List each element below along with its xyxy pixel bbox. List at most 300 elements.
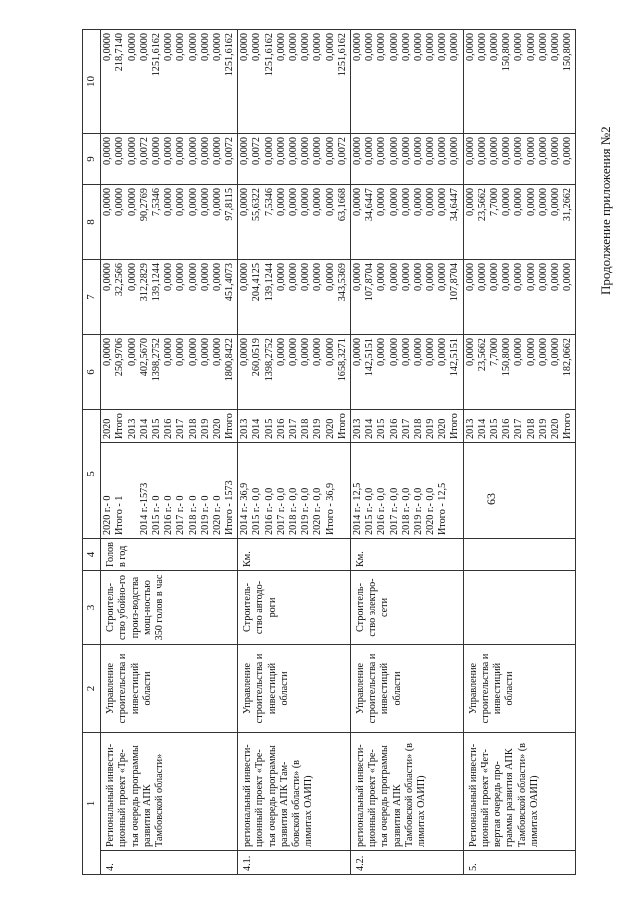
cell-line: 1800,8422 bbox=[224, 338, 236, 382]
cell-line: 7,7000 bbox=[489, 188, 500, 217]
cell-line: 0,0000 bbox=[513, 137, 525, 166]
cell-line: 0,0000 bbox=[437, 188, 449, 217]
cell-line: 1398,2752 bbox=[263, 338, 275, 382]
cell-line: 2020 bbox=[437, 418, 449, 439]
col8-values bbox=[463, 185, 576, 260]
cell-line: 2019 bbox=[425, 418, 437, 439]
cell-line: 0,0000 bbox=[501, 188, 513, 217]
cell-line: 0,0000 bbox=[376, 33, 388, 62]
cell-line: 0,0000 bbox=[376, 188, 388, 217]
cell-line: 0,0000 bbox=[288, 33, 299, 62]
cell-line: 0,0000 bbox=[239, 263, 251, 292]
header-cell: 1 bbox=[83, 733, 101, 875]
cell-line: 0,0000 bbox=[464, 188, 476, 217]
cell-line: 0,0000 bbox=[388, 33, 400, 62]
cell-line: 0,0000 bbox=[449, 137, 461, 166]
cell-line: 0,0000 bbox=[211, 33, 223, 62]
cell-line: 2018 bbox=[525, 418, 537, 439]
cell-line: 0,0000 bbox=[199, 188, 211, 217]
cell-line: 2015 г.- 0,0 bbox=[251, 487, 263, 535]
col9-values bbox=[101, 134, 238, 185]
cell-line: 0,0000 bbox=[549, 137, 561, 166]
cell-line: 0,0000 bbox=[513, 188, 525, 217]
cell-line: 0,0000 bbox=[489, 33, 500, 62]
row-number: 5. bbox=[463, 851, 576, 875]
executor: Управление строительства и инвестиций области bbox=[463, 645, 576, 733]
cell-line: 0,0000 bbox=[175, 188, 187, 217]
cell-line: 0,0000 bbox=[525, 137, 537, 166]
project-name: Региональный инвести-ционный проект «Чет-вертая очередь про-граммы развития АПК Тамбовской области» (в лимитах ОАИП) bbox=[463, 733, 576, 851]
cell-line: 0,0000 bbox=[312, 338, 324, 367]
cell-line: 2015 г.- 0 bbox=[150, 495, 162, 535]
cell-line: 2017 bbox=[288, 418, 299, 439]
cell-line: 0,0000 bbox=[163, 263, 175, 292]
cell-line: 150,8000 bbox=[501, 33, 513, 72]
cell-line: 0,0000 bbox=[425, 263, 437, 292]
cell-line: 0,0000 bbox=[525, 188, 537, 217]
budget-table bbox=[82, 29, 576, 875]
cell-line: 0,0000 bbox=[126, 33, 138, 62]
cell-line: 0,0000 bbox=[364, 137, 376, 166]
cell-line: 402,5670 bbox=[138, 338, 150, 377]
cell-line: 0,0000 bbox=[537, 137, 549, 166]
cell-line: 0,0072 bbox=[336, 137, 348, 166]
col6-values bbox=[238, 335, 351, 410]
col9-values bbox=[463, 134, 576, 185]
cell-line: 2015 bbox=[150, 418, 162, 439]
cell-line: Итого - 1573 bbox=[224, 480, 236, 535]
cell-line: 142,5151 bbox=[364, 338, 376, 377]
header-row bbox=[83, 30, 101, 875]
cell-line: 0,0000 bbox=[288, 338, 299, 367]
cell-line: 150,8000 bbox=[501, 338, 513, 377]
cell-line: 0,0000 bbox=[489, 263, 500, 292]
unit bbox=[463, 539, 576, 571]
unit: Км. bbox=[350, 539, 463, 571]
cell-line: 0,0000 bbox=[163, 338, 175, 367]
year-list bbox=[101, 410, 238, 443]
cell-line: 7,5346 bbox=[263, 188, 275, 217]
cell-line: 0,0000 bbox=[537, 188, 549, 217]
header-cell: 8 bbox=[83, 185, 101, 260]
project-name: региональный инвести-ционный проект «Тре-тья очередь программы развития АПК Там-бовской области» (в лимитах ОАИП) bbox=[238, 733, 351, 851]
cell-line: 0,0000 bbox=[537, 338, 549, 367]
row-number: 4.2. bbox=[350, 851, 463, 875]
cell-line: 0,0000 bbox=[525, 33, 537, 62]
row-number: 4.1. bbox=[238, 851, 351, 875]
cell-line: 0,0000 bbox=[211, 338, 223, 367]
col6-values bbox=[463, 335, 576, 410]
cell-line: Итого bbox=[336, 413, 348, 439]
cell-line: 0,0000 bbox=[211, 263, 223, 292]
cell-line: 0,0000 bbox=[114, 137, 126, 166]
cell-line: 0,0000 bbox=[275, 338, 287, 367]
cell-line: 34,6447 bbox=[364, 188, 376, 222]
cell-line: 0,0000 bbox=[549, 338, 561, 367]
cell-line: 0,0000 bbox=[351, 137, 363, 166]
cell-line: 0,0000 bbox=[324, 188, 336, 217]
cell-line: 0,0000 bbox=[312, 263, 324, 292]
cell-line: 0,0000 bbox=[288, 263, 299, 292]
cell-line: 2014 bbox=[364, 418, 376, 439]
col7-values bbox=[101, 260, 238, 335]
cell-line: 0,0000 bbox=[489, 137, 500, 166]
executor: Управление строительства и инвестиций области bbox=[101, 645, 238, 733]
cell-line: 0,0000 bbox=[199, 263, 211, 292]
cell-line: 0,0000 bbox=[437, 137, 449, 166]
cell-line: Итого bbox=[562, 413, 574, 439]
cell-line: 2018 bbox=[412, 418, 424, 439]
cell-line: 2019 bbox=[199, 418, 211, 439]
indicator-values bbox=[350, 443, 463, 539]
cell-line: 0,0000 bbox=[476, 137, 488, 166]
cell-line: 2018 г.- 0,0 bbox=[288, 487, 299, 535]
cell-line: 2015 bbox=[489, 418, 500, 439]
cell-line: 0,0000 bbox=[537, 263, 549, 292]
cell-line: 0,0000 bbox=[199, 338, 211, 367]
cell-line: 0,0000 bbox=[175, 137, 187, 166]
cell-line: 0,0000 bbox=[288, 137, 299, 166]
cell-line: 0,0000 bbox=[464, 137, 476, 166]
cell-line: 55,6322 bbox=[251, 188, 263, 222]
cell-line bbox=[127, 446, 139, 535]
cell-line: 1251,6162 bbox=[263, 33, 275, 77]
cell-line: 63,1668 bbox=[336, 188, 348, 222]
col10-values bbox=[238, 30, 351, 134]
cell-line: 218,7140 bbox=[114, 33, 126, 72]
cell-line: 23,5662 bbox=[476, 338, 488, 372]
cell-line: 0,0000 bbox=[324, 33, 336, 62]
cell-line: 0,0000 bbox=[388, 338, 400, 367]
cell-line: 142,5151 bbox=[449, 338, 461, 377]
cell-line: 0,0000 bbox=[513, 263, 525, 292]
cell-line: 2017 bbox=[400, 418, 412, 439]
cell-line: 0,0000 bbox=[549, 263, 561, 292]
cell-line: 2014 г.- 36,9 bbox=[239, 482, 251, 535]
cell-line: 0,0000 bbox=[400, 137, 412, 166]
cell-line: 0,0000 bbox=[412, 33, 424, 62]
cell-line: 2020 bbox=[102, 418, 114, 439]
cell-line: 2018 г.- 0,0 bbox=[400, 487, 412, 535]
cell-line: 0,0000 bbox=[537, 33, 549, 62]
cell-line: 0,0000 bbox=[324, 137, 336, 166]
cell-line: 182,0662 bbox=[562, 338, 574, 377]
cell-line: 0,0000 bbox=[376, 263, 388, 292]
cell-line: 0,0000 bbox=[275, 188, 287, 217]
cell-line: 7,5346 bbox=[150, 188, 162, 217]
col8-values bbox=[101, 185, 238, 260]
header-cell: 4 bbox=[83, 539, 101, 571]
header-cell: 2 bbox=[83, 645, 101, 733]
cell-line: 2020 bbox=[324, 418, 336, 439]
indicator-values bbox=[238, 443, 351, 539]
cell-line: 0,0000 bbox=[300, 137, 312, 166]
table-row bbox=[350, 30, 463, 875]
cell-line: 2016 bbox=[163, 418, 175, 439]
table-row bbox=[238, 30, 351, 875]
header-cell: 10 bbox=[83, 30, 101, 134]
col8-values bbox=[238, 185, 351, 260]
header-cell: 5 bbox=[83, 410, 101, 539]
col7-values bbox=[238, 260, 351, 335]
row-number: 4. bbox=[101, 851, 238, 875]
col6-values bbox=[350, 335, 463, 410]
cell-line: 0,0000 bbox=[187, 188, 199, 217]
cell-line: 2019 bbox=[537, 418, 549, 439]
cell-line: 2020 г.- 0 bbox=[211, 495, 223, 535]
cell-line: 2014 г.-1573 bbox=[138, 482, 150, 535]
cell-line: 0,0000 bbox=[388, 188, 400, 217]
col10-values bbox=[101, 30, 238, 134]
cell-line: 2017 bbox=[175, 418, 187, 439]
cell-line: 0,0000 bbox=[102, 33, 114, 62]
unit: Голов в год bbox=[101, 539, 238, 571]
cell-line: 0,0000 bbox=[126, 137, 138, 166]
table-body bbox=[101, 30, 576, 875]
cell-line: 0,0000 bbox=[163, 188, 175, 217]
header-cell: 9 bbox=[83, 134, 101, 185]
year-list bbox=[463, 410, 576, 443]
cell-line: 0,0000 bbox=[312, 33, 324, 62]
col8-values bbox=[350, 185, 463, 260]
cell-line: 0,0000 bbox=[312, 188, 324, 217]
cell-line: 0,0000 bbox=[437, 338, 449, 367]
cell-line: 2013 bbox=[351, 418, 363, 439]
cell-line: 0,0000 bbox=[425, 188, 437, 217]
cell-line: 2014 г.- 12,5 bbox=[351, 482, 363, 535]
cell-line: 0,0000 bbox=[239, 33, 251, 62]
cell-line: 0,0000 bbox=[126, 188, 138, 217]
cell-line: 0,0000 bbox=[211, 137, 223, 166]
cell-line: 2013 bbox=[126, 418, 138, 439]
cell-line: 0,0000 bbox=[102, 188, 114, 217]
cell-line: 2017 г.- 0,0 bbox=[388, 487, 400, 535]
cell-line: 97,8115 bbox=[224, 188, 236, 221]
cell-line: 0,0000 bbox=[501, 137, 513, 166]
cell-line: 2018 bbox=[187, 418, 199, 439]
cell-line: 2013 bbox=[239, 418, 251, 439]
cell-line: Итого bbox=[224, 413, 236, 439]
cell-line: 0,0000 bbox=[525, 263, 537, 292]
cell-line: 2018 г.- 0 bbox=[187, 495, 199, 535]
cell-line: 204,4125 bbox=[251, 263, 263, 302]
cell-line: 0,0000 bbox=[549, 33, 561, 62]
event-description: Строитель-ство автодо-роги bbox=[238, 571, 351, 645]
cell-line: 2013 bbox=[464, 418, 476, 439]
cell-line: 0,0000 bbox=[187, 33, 199, 62]
cell-line: Итого bbox=[449, 413, 461, 439]
cell-line: 260,0519 bbox=[251, 338, 263, 377]
cell-line: 0,0000 bbox=[163, 33, 175, 62]
cell-line: 0,0000 bbox=[400, 263, 412, 292]
table-row bbox=[101, 30, 238, 875]
event-description bbox=[463, 571, 576, 645]
cell-line: 0,0000 bbox=[187, 137, 199, 166]
cell-line: 0,0000 bbox=[275, 33, 287, 62]
cell-line: 0,0000 bbox=[300, 33, 312, 62]
cell-line: 0,0000 bbox=[288, 188, 299, 217]
cell-line: 0,0000 bbox=[300, 338, 312, 367]
cell-line: 2018 bbox=[300, 418, 312, 439]
cell-line: 0,0000 bbox=[464, 33, 476, 62]
cell-line: 0,0000 bbox=[126, 338, 138, 367]
cell-line: 0,0000 bbox=[400, 188, 412, 217]
header-cell: 3 bbox=[83, 571, 101, 645]
cell-line: 2014 bbox=[251, 418, 263, 439]
event-description: Строитель-ство электро-сети bbox=[350, 571, 463, 645]
cell-line: 0,0000 bbox=[412, 338, 424, 367]
executor: Управление строительства и инвестиций области bbox=[238, 645, 351, 733]
cell-line: 2020 bbox=[549, 418, 561, 439]
cell-line: 2019 г.- 0 bbox=[199, 495, 211, 535]
cell-line: 2017 г.- 0 bbox=[175, 495, 187, 535]
cell-line: 0,0000 bbox=[187, 263, 199, 292]
cell-line: 0,0000 bbox=[102, 338, 114, 367]
cell-line: 0,0072 bbox=[224, 137, 236, 166]
cell-line: 250,9706 bbox=[114, 338, 126, 377]
project-name: Региональный инвести-ционный проект «Тре-тья очередь программы развития АПК Тамбовской области» bbox=[101, 733, 238, 851]
cell-line: 2020 г.- 0,0 bbox=[425, 487, 437, 535]
cell-line: 451,4073 bbox=[224, 263, 236, 302]
cell-line: 0,0000 bbox=[400, 338, 412, 367]
cell-line: 0,0000 bbox=[138, 33, 150, 62]
cell-line: 2019 г.- 0,0 bbox=[300, 487, 312, 535]
year-list bbox=[350, 410, 463, 443]
cell-line: 0,0000 bbox=[187, 338, 199, 367]
col10-values bbox=[350, 30, 463, 134]
cell-line: 0,0000 bbox=[513, 33, 525, 62]
col9-values bbox=[350, 134, 463, 185]
cell-line: 0,0000 bbox=[351, 188, 363, 217]
col7-values bbox=[463, 260, 576, 335]
cell-line: 0,0000 bbox=[324, 263, 336, 292]
cell-line: Итого - 12,5 bbox=[437, 482, 449, 535]
cell-line: 0,0000 bbox=[425, 33, 437, 62]
cell-line: 0,0000 bbox=[199, 33, 211, 62]
cell-line: 0,0000 bbox=[312, 137, 324, 166]
cell-line: 2015 bbox=[376, 418, 388, 439]
cell-line: 0,0000 bbox=[351, 338, 363, 367]
cell-line: 2017 г.- 0,0 bbox=[275, 487, 287, 535]
cell-line: 2015 г.- 0,0 bbox=[364, 487, 376, 535]
cell-line: 0,0000 bbox=[239, 338, 251, 367]
cell-line: 1251,6162 bbox=[336, 33, 348, 77]
cell-line: 0,0000 bbox=[464, 263, 476, 292]
cell-line: 0,0000 bbox=[324, 338, 336, 367]
cell-line: 0,0000 bbox=[437, 263, 449, 292]
cell-line: 0,0000 bbox=[239, 137, 251, 166]
cell-line: 107,8704 bbox=[449, 263, 461, 302]
cell-line: 0,0000 bbox=[150, 137, 162, 166]
cell-line: 0,0000 bbox=[412, 188, 424, 217]
cell-line: 0,0000 bbox=[102, 137, 114, 166]
header-cell: 7 bbox=[83, 260, 101, 335]
cell-line: 0,0000 bbox=[199, 137, 211, 166]
cell-line: 31,2662 bbox=[562, 188, 574, 222]
col10-values bbox=[463, 30, 576, 134]
cell-line: 0,0000 bbox=[239, 188, 251, 217]
cell-line: 1398,2752 bbox=[150, 338, 162, 382]
cell-line: 0,0000 bbox=[412, 137, 424, 166]
cell-line: 0,0000 bbox=[513, 338, 525, 367]
cell-line: 139,1244 bbox=[263, 263, 275, 302]
cell-line: 0,0000 bbox=[388, 263, 400, 292]
cell-line: 0,0000 bbox=[501, 263, 513, 292]
cell-line: 0,0000 bbox=[525, 338, 537, 367]
cell-line: 32,2566 bbox=[114, 263, 126, 297]
cell-line: 34,6447 bbox=[449, 188, 461, 222]
cell-line: 0,0000 bbox=[175, 338, 187, 367]
cell-line: 0,0000 bbox=[549, 188, 561, 217]
cell-line: Итого - 1 bbox=[114, 495, 126, 535]
cell-line: 1658,3271 bbox=[336, 338, 348, 382]
annex-title: Продолжение приложения №2 bbox=[598, 126, 613, 295]
unit: Км. bbox=[238, 539, 351, 571]
col6-values bbox=[101, 335, 238, 410]
cell-line: 107,8704 bbox=[364, 263, 376, 302]
cell-line: 0,0000 bbox=[388, 137, 400, 166]
cell-line: 2019 bbox=[312, 418, 324, 439]
cell-line: 1251,6162 bbox=[224, 33, 236, 77]
cell-line: 0,0072 bbox=[251, 137, 263, 166]
cell-line: 0,0000 bbox=[376, 137, 388, 166]
indicator-values bbox=[101, 443, 238, 539]
cell-line: 0,0000 bbox=[263, 137, 275, 166]
cell-line: 2020 bbox=[211, 418, 223, 439]
cell-line: 0,0000 bbox=[300, 263, 312, 292]
table-row bbox=[463, 30, 576, 875]
cell-line: 2016 bbox=[388, 418, 400, 439]
cell-line: 0,0000 bbox=[211, 188, 223, 217]
cell-line: 0,0000 bbox=[376, 338, 388, 367]
col7-values bbox=[350, 260, 463, 335]
cell-line: 2016 г.- 0 bbox=[163, 495, 175, 535]
executor: Управление строительства и инвестиций области bbox=[350, 645, 463, 733]
cell-line: 2020 г.- 0,0 bbox=[312, 487, 324, 535]
cell-line: 0,0000 bbox=[425, 137, 437, 166]
cell-line: 2014 bbox=[476, 418, 488, 439]
cell-line: 2016 г.- 0,0 bbox=[263, 487, 275, 535]
cell-line: Итого bbox=[114, 413, 126, 439]
cell-line: 0,0000 bbox=[114, 188, 126, 217]
cell-line: 2016 bbox=[275, 418, 287, 439]
cell-line: 2020 г.- 0 bbox=[102, 495, 114, 535]
cell-line: 0,0000 bbox=[126, 263, 138, 292]
cell-line: 0,0000 bbox=[449, 33, 461, 62]
cell-line: 0,0000 bbox=[275, 137, 287, 166]
cell-line: 0,0000 bbox=[400, 33, 412, 62]
cell-line: 0,0000 bbox=[562, 263, 574, 292]
cell-line: 343,5369 bbox=[336, 263, 348, 302]
cell-line: 2019 г.- 0,0 bbox=[412, 487, 424, 535]
cell-line: 2015 bbox=[263, 418, 275, 439]
cell-line: 0,0000 bbox=[364, 33, 376, 62]
cell-line: 0,0000 bbox=[412, 263, 424, 292]
cell-line: 0,0000 bbox=[251, 33, 263, 62]
indicator-values bbox=[463, 443, 576, 539]
cell-line: 0,0000 bbox=[163, 137, 175, 166]
col9-values bbox=[238, 134, 351, 185]
cell-line: 0,0000 bbox=[476, 263, 488, 292]
cell-line: 0,0000 bbox=[437, 33, 449, 62]
year-list bbox=[238, 410, 351, 443]
cell-line: 0,0000 bbox=[351, 263, 363, 292]
cell-line: 2017 bbox=[513, 418, 525, 439]
cell-line: 7,7000 bbox=[489, 338, 500, 367]
cell-line: 0,0000 bbox=[275, 263, 287, 292]
cell-line: 312,2829 bbox=[138, 263, 150, 302]
cell-line: 0,0000 bbox=[562, 137, 574, 166]
